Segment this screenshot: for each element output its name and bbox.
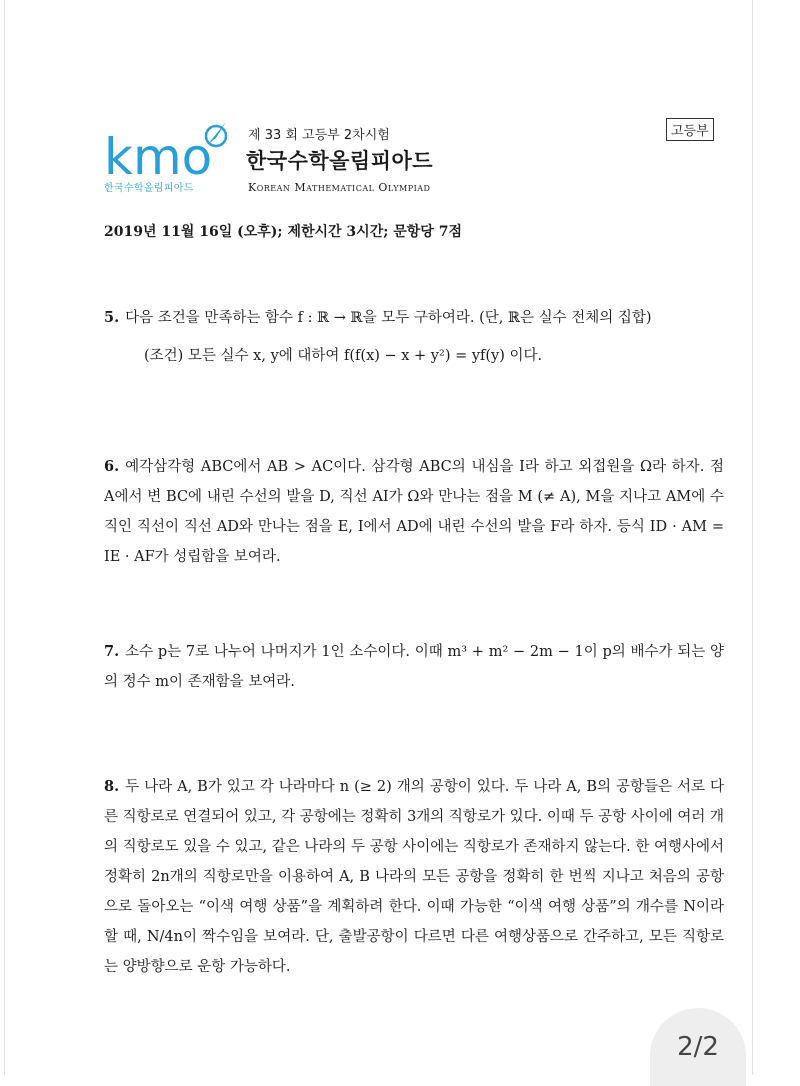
- problem-5-condition: (조건) 모든 실수 x, y에 대하여 f(f(x) − x + y²) = yf(y) 이다.: [144, 348, 543, 364]
- kmo-logo-mark: [104, 116, 234, 180]
- problem-5: [104, 303, 724, 333]
- problem-text: 소수 p는 7로 나누어 나머지가 1인 소수이다. 이때 m³ + m² − 2m − 1이 p의 배수가 되는 양의 정수 m이 존재함을 보여라.: [104, 644, 724, 690]
- problem-7: [104, 637, 724, 697]
- kmo-logo-text: kmo: [104, 128, 213, 180]
- problem-6: [104, 452, 724, 572]
- exam-info: 2019년 11월 16일 (오후); 제한시간 3시간; 문항당 7점: [104, 224, 462, 240]
- problem-number: 8.: [104, 778, 120, 795]
- olympiad-title-english: Korean Mathematical Olympiad: [248, 181, 431, 194]
- problem-8: [104, 772, 724, 982]
- page-right-edge: [752, 0, 753, 1075]
- problem-number: 7.: [104, 643, 120, 660]
- problem-text: 다음 조건을 만족하는 함수 f : ℝ → ℝ을 모두 구하여라. (단, ℝ은 실수 전체의 집합): [125, 310, 652, 326]
- page-left-edge: [4, 0, 5, 1075]
- problem-number: 5.: [104, 309, 120, 326]
- division-badge: 고등부: [666, 118, 714, 141]
- problem-text: 예각삼각형 ABC에서 AB > AC이다. 삼각형 ABC의 내심을 I라 하고 외접원을 Ω라 하자. 점 A에서 변 BC에 내린 수선의 발을 D, 직선 AI가 Ω와 만나는 점을 M (≠ A), M을 지나고 AM에 수직인 직선이 직선 AD와 만나는 점을 E, I에서 AD에 내린 수선의 발을 F라 하자. 등식 ID · AM = IE · AF가 성립함을 보여라.: [104, 459, 724, 565]
- problem-number: 6.: [104, 458, 120, 475]
- logo-caption: 한국수학올림피아드: [104, 183, 194, 194]
- exam-round: 제 33 회 고등부 2차시험: [248, 128, 390, 143]
- problem-text: 두 나라 A, B가 있고 각 나라마다 n (≥ 2) 개의 공항이 있다. 두 나라 A, B의 공항들은 서로 다른 직항로로 연결되어 있고, 각 공항에는 정확히 3개의 직항로가 있다. 이때 두 공항 사이에 여러 개의 직항로도 있을 수 있고, 같은 나라의 두 공항 사이에는 직항로가 존재하지 않는다. 한 여행사에서 정확히 2n개의 직항로만을 이용하여 A, B 나라의 모든 공항을 정확히 한 번씩 지나고 처음의 공항으로 돌아오는 “이색 여행 상품”을 계획하려 한다. 이때 가능한 “이색 여행 상품”의 개수를 N이라 할 때, N/4n이 짝수임을 보여라. 단, 출발공항이 다르면 다른 여행상품으로 간주하고, 모든 직항로는 양방향으로 운항 가능하다.: [104, 779, 725, 975]
- kmo-logo: [104, 116, 234, 196]
- page-counter: 2/2: [650, 1008, 746, 1086]
- olympiad-title-korean: 한국수학올림피아드: [246, 149, 434, 173]
